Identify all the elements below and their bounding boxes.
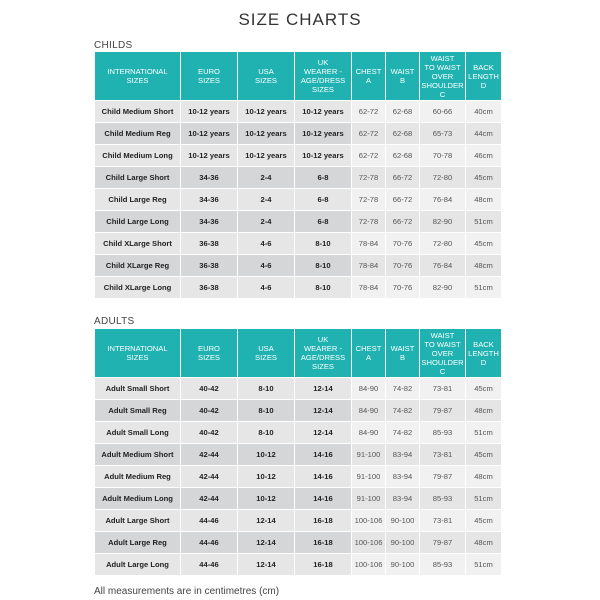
- cell-international-size: Adult Small Long: [95, 422, 180, 443]
- cell-back-length: 51cm: [466, 554, 501, 575]
- cell-uk-size: 8-10: [295, 255, 351, 276]
- header-chest: CHEST A: [352, 329, 385, 377]
- cell-uk-size: 12-14: [295, 400, 351, 421]
- cell-chest: 72-78: [352, 189, 385, 210]
- cell-euro-size: 34-36: [181, 189, 237, 210]
- cell-uk-size: 16-18: [295, 532, 351, 553]
- cell-usa-size: 10-12: [238, 444, 294, 465]
- table-row: [95, 255, 501, 276]
- cell-euro-size: 44-46: [181, 510, 237, 531]
- cell-uk-size: 10-12 years: [295, 123, 351, 144]
- cell-usa-size: 8-10: [238, 422, 294, 443]
- cell-waist-to-waist: 72-80: [420, 167, 465, 188]
- cell-international-size: Adult Medium Reg: [95, 466, 180, 487]
- cell-waist: 74-82: [386, 400, 419, 421]
- cell-chest: 78-84: [352, 255, 385, 276]
- cell-waist: 70-76: [386, 233, 419, 254]
- cell-euro-size: 10-12 years: [181, 123, 237, 144]
- cell-uk-size: 10-12 years: [295, 101, 351, 122]
- cell-chest: 62-72: [352, 123, 385, 144]
- cell-back-length: 45cm: [466, 233, 501, 254]
- header-usa-sizes: USA SIZES: [238, 52, 294, 100]
- cell-usa-size: 4-6: [238, 255, 294, 276]
- cell-back-length: 45cm: [466, 510, 501, 531]
- cell-usa-size: 10-12 years: [238, 101, 294, 122]
- table-row: [95, 277, 501, 298]
- cell-euro-size: 10-12 years: [181, 101, 237, 122]
- cell-uk-size: 14-16: [295, 444, 351, 465]
- table-row: [95, 233, 501, 254]
- cell-euro-size: 36-38: [181, 233, 237, 254]
- cell-waist-to-waist: 65-73: [420, 123, 465, 144]
- table-row: [95, 444, 501, 465]
- header-international-sizes: INTERNATIONAL SIZES: [95, 329, 180, 377]
- cell-international-size: Adult Large Reg: [95, 532, 180, 553]
- cell-waist: 62-68: [386, 145, 419, 166]
- cell-international-size: Adult Medium Long: [95, 488, 180, 509]
- table-row: [95, 189, 501, 210]
- cell-international-size: Adult Medium Short: [95, 444, 180, 465]
- cell-waist: 70-76: [386, 277, 419, 298]
- cell-euro-size: 40-42: [181, 378, 237, 399]
- cell-euro-size: 42-44: [181, 444, 237, 465]
- cell-back-length: 48cm: [466, 400, 501, 421]
- cell-waist: 90-100: [386, 510, 419, 531]
- table-row: [95, 145, 501, 166]
- cell-waist: 83-94: [386, 466, 419, 487]
- cell-waist-to-waist: 73-81: [420, 378, 465, 399]
- cell-back-length: 45cm: [466, 378, 501, 399]
- cell-uk-size: 14-16: [295, 488, 351, 509]
- cell-waist-to-waist: 82-90: [420, 211, 465, 232]
- cell-euro-size: 34-36: [181, 211, 237, 232]
- cell-usa-size: 12-14: [238, 510, 294, 531]
- cell-usa-size: 12-14: [238, 554, 294, 575]
- cell-euro-size: 40-42: [181, 400, 237, 421]
- table-row: [95, 554, 501, 575]
- cell-back-length: 48cm: [466, 532, 501, 553]
- childs-size-table: [94, 51, 502, 299]
- cell-usa-size: 4-6: [238, 233, 294, 254]
- table-row: [95, 211, 501, 232]
- cell-waist-to-waist: 85-93: [420, 488, 465, 509]
- table-header-row: [95, 52, 501, 100]
- table-row: [95, 400, 501, 421]
- table-header-row: [95, 329, 501, 377]
- section-label-adults: ADULTS: [94, 316, 135, 327]
- cell-euro-size: 34-36: [181, 167, 237, 188]
- cell-uk-size: 6-8: [295, 167, 351, 188]
- cell-waist-to-waist: 73-81: [420, 444, 465, 465]
- cell-back-length: 40cm: [466, 101, 501, 122]
- header-usa-sizes: USA SIZES: [238, 329, 294, 377]
- cell-back-length: 51cm: [466, 488, 501, 509]
- cell-waist-to-waist: 79-87: [420, 466, 465, 487]
- cell-chest: 72-78: [352, 167, 385, 188]
- cell-waist: 66-72: [386, 211, 419, 232]
- table-row: [95, 466, 501, 487]
- cell-usa-size: 2-4: [238, 189, 294, 210]
- cell-euro-size: 40-42: [181, 422, 237, 443]
- cell-waist-to-waist: 76-84: [420, 189, 465, 210]
- cell-waist: 74-82: [386, 378, 419, 399]
- cell-usa-size: 2-4: [238, 167, 294, 188]
- cell-waist-to-waist: 76-84: [420, 255, 465, 276]
- table-row: [95, 510, 501, 531]
- header-chest: CHEST A: [352, 52, 385, 100]
- cell-uk-size: 12-14: [295, 422, 351, 443]
- header-waist: WAIST B: [386, 52, 419, 100]
- section-label-childs: CHILDS: [94, 40, 133, 51]
- cell-chest: 91-100: [352, 444, 385, 465]
- cell-waist: 66-72: [386, 167, 419, 188]
- cell-uk-size: 10-12 years: [295, 145, 351, 166]
- table-row: [95, 532, 501, 553]
- cell-waist-to-waist: 60-66: [420, 101, 465, 122]
- cell-uk-size: 8-10: [295, 277, 351, 298]
- header-euro-sizes: EURO SIZES: [181, 52, 237, 100]
- cell-back-length: 45cm: [466, 444, 501, 465]
- cell-euro-size: 44-46: [181, 554, 237, 575]
- cell-uk-size: 14-16: [295, 466, 351, 487]
- cell-chest: 100-106: [352, 510, 385, 531]
- header-euro-sizes: EURO SIZES: [181, 329, 237, 377]
- cell-chest: 100-106: [352, 532, 385, 553]
- cell-euro-size: 36-38: [181, 255, 237, 276]
- cell-international-size: Adult Large Long: [95, 554, 180, 575]
- cell-chest: 78-84: [352, 233, 385, 254]
- header-back-length: BACK LENGTH D: [466, 52, 501, 100]
- cell-chest: 84-90: [352, 422, 385, 443]
- cell-waist-to-waist: 72-80: [420, 233, 465, 254]
- cell-usa-size: 2-4: [238, 211, 294, 232]
- cell-back-length: 45cm: [466, 167, 501, 188]
- cell-international-size: Child Large Short: [95, 167, 180, 188]
- page-title: SIZE CHARTS: [238, 10, 362, 29]
- header-uk-sizes: UK WEARER - AGE/DRESS SIZES: [295, 52, 351, 100]
- cell-international-size: Child XLarge Long: [95, 277, 180, 298]
- cell-uk-size: 6-8: [295, 211, 351, 232]
- cell-chest: 78-84: [352, 277, 385, 298]
- cell-waist-to-waist: 79-87: [420, 532, 465, 553]
- cell-waist-to-waist: 85-93: [420, 554, 465, 575]
- table-row: [95, 167, 501, 188]
- cell-euro-size: 42-44: [181, 466, 237, 487]
- cell-back-length: 48cm: [466, 255, 501, 276]
- cell-chest: 100-106: [352, 554, 385, 575]
- cell-back-length: 51cm: [466, 277, 501, 298]
- measurement-footnote: All measurements are in centimetres (cm): [94, 586, 280, 597]
- cell-uk-size: 12-14: [295, 378, 351, 399]
- header-waist-to-waist: WAIST TO WAIST OVER SHOULDER C: [421, 330, 464, 376]
- cell-waist: 62-68: [386, 123, 419, 144]
- cell-uk-size: 16-18: [295, 510, 351, 531]
- cell-back-length: 44cm: [466, 123, 501, 144]
- table-row: [95, 378, 501, 399]
- cell-international-size: Adult Small Short: [95, 378, 180, 399]
- cell-usa-size: 8-10: [238, 400, 294, 421]
- cell-usa-size: 10-12 years: [238, 145, 294, 166]
- cell-euro-size: 36-38: [181, 277, 237, 298]
- cell-back-length: 48cm: [466, 189, 501, 210]
- header-back-length: BACK LENGTH D: [466, 329, 501, 377]
- cell-back-length: 46cm: [466, 145, 501, 166]
- cell-international-size: Child Large Reg: [95, 189, 180, 210]
- cell-international-size: Adult Small Reg: [95, 400, 180, 421]
- cell-euro-size: 44-46: [181, 532, 237, 553]
- header-waist-to-waist: WAIST TO WAIST OVER SHOULDER C: [421, 53, 464, 99]
- cell-waist: 74-82: [386, 422, 419, 443]
- cell-usa-size: 12-14: [238, 532, 294, 553]
- cell-waist: 83-94: [386, 488, 419, 509]
- cell-waist-to-waist: 85-93: [420, 422, 465, 443]
- table-row: [95, 488, 501, 509]
- cell-usa-size: 10-12: [238, 466, 294, 487]
- table-row: [95, 123, 501, 144]
- cell-international-size: Child Medium Long: [95, 145, 180, 166]
- cell-uk-size: 8-10: [295, 233, 351, 254]
- cell-back-length: 48cm: [466, 466, 501, 487]
- cell-international-size: Child Large Long: [95, 211, 180, 232]
- cell-usa-size: 10-12 years: [238, 123, 294, 144]
- table-row: [95, 101, 501, 122]
- cell-waist-to-waist: 70-78: [420, 145, 465, 166]
- cell-usa-size: 8-10: [238, 378, 294, 399]
- cell-waist: 62-68: [386, 101, 419, 122]
- cell-international-size: Child XLarge Reg: [95, 255, 180, 276]
- cell-waist-to-waist: 73-81: [420, 510, 465, 531]
- header-uk-sizes: UK WEARER - AGE/DRESS SIZES: [295, 329, 351, 377]
- cell-chest: 62-72: [352, 145, 385, 166]
- cell-usa-size: 10-12: [238, 488, 294, 509]
- cell-uk-size: 6-8: [295, 189, 351, 210]
- cell-uk-size: 16-18: [295, 554, 351, 575]
- header-waist: WAIST B: [386, 329, 419, 377]
- cell-euro-size: 42-44: [181, 488, 237, 509]
- cell-euro-size: 10-12 years: [181, 145, 237, 166]
- cell-chest: 91-100: [352, 466, 385, 487]
- cell-chest: 84-90: [352, 400, 385, 421]
- cell-waist-to-waist: 82-90: [420, 277, 465, 298]
- cell-international-size: Child Medium Reg: [95, 123, 180, 144]
- cell-waist: 66-72: [386, 189, 419, 210]
- cell-chest: 62-72: [352, 101, 385, 122]
- cell-chest: 91-100: [352, 488, 385, 509]
- cell-chest: 72-78: [352, 211, 385, 232]
- cell-international-size: Adult Large Short: [95, 510, 180, 531]
- cell-waist: 83-94: [386, 444, 419, 465]
- cell-usa-size: 4-6: [238, 277, 294, 298]
- cell-chest: 84-90: [352, 378, 385, 399]
- cell-waist: 90-100: [386, 532, 419, 553]
- cell-international-size: Child Medium Short: [95, 101, 180, 122]
- cell-back-length: 51cm: [466, 211, 501, 232]
- header-international-sizes: INTERNATIONAL SIZES: [95, 52, 180, 100]
- table-row: [95, 422, 501, 443]
- cell-international-size: Child XLarge Short: [95, 233, 180, 254]
- cell-back-length: 51cm: [466, 422, 501, 443]
- cell-waist-to-waist: 79-87: [420, 400, 465, 421]
- adults-size-table: [94, 328, 502, 576]
- cell-waist: 90-100: [386, 554, 419, 575]
- cell-waist: 70-76: [386, 255, 419, 276]
